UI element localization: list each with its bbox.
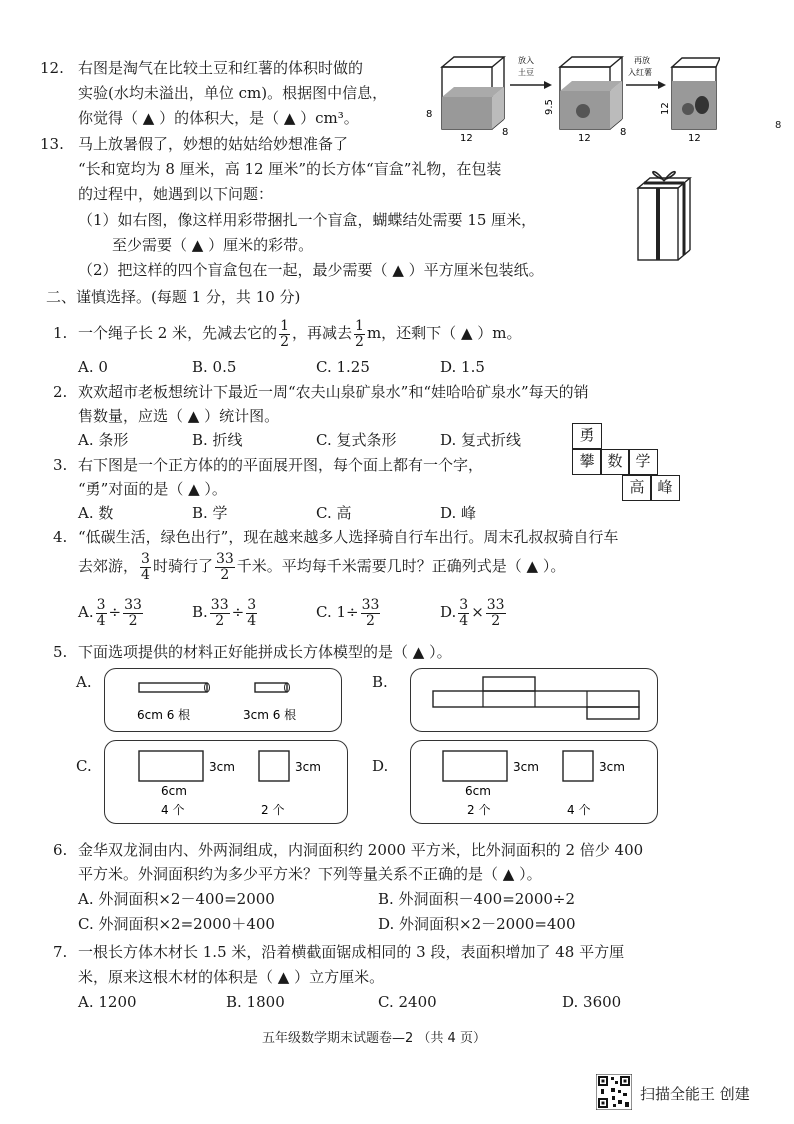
rect-count-label: 2 个 (467, 803, 491, 817)
c2-line1: 欢欢超市老板想统计下最近一周“农夫山泉矿泉水”和“娃哈哈矿泉水”每天的销 (78, 383, 589, 401)
c6-option-c[interactable]: C. 外洞面积×2=2000＋400 (78, 915, 275, 933)
scanner-watermark: 扫描全能王 创建 (640, 1085, 750, 1103)
box1-length-label: 12 (460, 133, 473, 144)
box1-width-label: 8 (502, 127, 509, 138)
c5-option-d-box[interactable] (410, 740, 658, 824)
q12-line1: 右图是淘气在比较土豆和红薯的体积时做的 (78, 59, 364, 77)
container-1 (426, 57, 508, 144)
c4-option-b[interactable]: B. $\frac{33}{2}$ ÷ $\frac{3}{4}$ (192, 596, 257, 629)
c5-option-a-box[interactable] (104, 668, 342, 732)
rect-count-label: 4 个 (161, 803, 185, 817)
c3-line1: 右下图是一个正方体的的平面展开图，每个面上都有一个字， (78, 456, 484, 474)
c5-option-c-box[interactable] (104, 740, 348, 824)
c4-option-d[interactable]: D. $\frac{3}{4}$ × $\frac{33}{2}$ (440, 596, 505, 629)
c2-line2: 售数量，应选（ ▲ ）统计图。 (78, 407, 280, 425)
net-face: 高 (622, 475, 652, 501)
square-count-label: 2 个 (261, 803, 285, 817)
c6-option-a[interactable]: A. 外洞面积×2－400=2000 (78, 890, 275, 908)
c5-option-a[interactable]: A. (76, 673, 92, 691)
sweet-potato-icon (695, 96, 709, 114)
page-footer: 五年级数学期末试题卷—2 （共 4 页） (262, 1031, 486, 1046)
square-side-label: 3cm (599, 760, 625, 774)
q13-line3: 的过程中，她遇到以下问题： (78, 185, 274, 203)
c2-number: 2. (53, 383, 68, 401)
box2-width-label: 8 (620, 127, 627, 138)
rect-height-label: 3cm (209, 760, 235, 774)
net-face: 学 (628, 449, 658, 475)
c4-line1: “低碳生活，绿色出行”，现在越来越多人选择骑自行车出行。周末孔叔叔骑自行车 (78, 528, 619, 546)
c4-option-c[interactable]: C. 1÷ $\frac{33}{2}$ (316, 596, 380, 629)
c1-option-d[interactable]: D. 1.5 (440, 358, 485, 376)
rect-width-label: 6cm (465, 784, 491, 798)
net-face: 攀 (572, 449, 602, 475)
box3-length-label: 12 (688, 133, 701, 144)
arrow2-label-bottom: 入红薯 (628, 68, 652, 77)
rods-figure (105, 669, 341, 731)
box3-width-label: 8 (775, 120, 782, 131)
c1-option-b[interactable]: B. 0.5 (192, 358, 237, 376)
c7-number: 7. (53, 943, 68, 961)
arrow2-label-top: 再放 (634, 56, 650, 65)
c7-line2: 米，原来这根木材的体积是（ ▲ ）立方厘米。 (78, 968, 385, 986)
c1-fraction-1: $\frac{1}{2}$ (280, 317, 290, 350)
c1-option-c[interactable]: C. 1.25 (316, 358, 370, 376)
q13-line1: 马上放暑假了，妙想的姑姑给妙想准备了 (78, 135, 349, 153)
c7-option-a[interactable]: A. 1200 (78, 993, 137, 1011)
c6-number: 6. (53, 841, 68, 859)
square-side-label: 3cm (295, 760, 321, 774)
c3-option-b[interactable]: B. 学 (192, 504, 228, 522)
c6-line1: 金华双龙洞由内、外两洞组成，内洞面积约 2000 平方米，比外洞面积的 2 倍少 400 (78, 841, 644, 859)
q12-line2: 实验(水均未溢出，单位 cm)。根据图中信息， (78, 84, 388, 102)
potato-icon (576, 104, 590, 118)
q12-number: 12. (40, 59, 64, 77)
rectangles-figure-c (105, 741, 347, 823)
c1-fraction-2: $\frac{1}{2}$ (355, 317, 364, 350)
c4-fraction-time: $\frac{3}{4}$ (141, 550, 150, 583)
q12-experiment-figure (420, 45, 720, 145)
box3-height-label: 12 (660, 102, 671, 115)
container-2 (544, 57, 626, 144)
gift-box-figure (628, 164, 698, 266)
c5-stem: 下面选项提供的材料正好能拼成长方体模型的是（ ▲ ）。 (78, 643, 452, 661)
c4-option-a[interactable]: A. $\frac{3}{4}$ ÷ $\frac{33}{2}$ (78, 596, 142, 629)
rod-short-icon (255, 683, 287, 692)
q13-line2: “长和宽均为 8 厘米，高 12 厘米”的长方体“盲盒”礼物，在包装 (78, 160, 502, 178)
arrow1-label-top: 放入 (518, 56, 534, 65)
square-count-label: 4 个 (567, 803, 591, 817)
net-face: 勇 (572, 423, 602, 449)
c3-option-d[interactable]: D. 峰 (440, 504, 477, 522)
c7-option-d[interactable]: D. 3600 (562, 993, 622, 1011)
unfolded-box-figure (411, 669, 657, 731)
rod-long-icon (139, 683, 207, 692)
cube-net (568, 423, 678, 503)
c5-option-b[interactable]: B. (372, 673, 388, 691)
q13-line4: （1）如右图，像这样用彩带捆扎一个盲盒，蝴蝶结处需要 15 厘米， (78, 211, 537, 229)
net-face: 峰 (650, 475, 680, 501)
c5-number: 5. (53, 643, 68, 661)
container-3 (660, 58, 720, 144)
net-face: 数 (600, 449, 630, 475)
q13-line6: （2）把这样的四个盲盒包在一起，最少需要（ ▲ ）平方厘米包装纸。 (78, 261, 544, 279)
rod-long-label: 6cm 6 根 (137, 708, 191, 722)
potato-icon (682, 103, 694, 115)
c3-option-a[interactable]: A. 数 (78, 504, 114, 522)
c2-option-a[interactable]: A. 条形 (78, 431, 129, 449)
q13-number: 13. (40, 135, 64, 153)
c2-option-c[interactable]: C. 复式条形 (316, 431, 397, 449)
c3-option-c[interactable]: C. 高 (316, 504, 352, 522)
c6-option-d[interactable]: D. 外洞面积×2－2000=400 (378, 915, 576, 933)
rectangles-figure-d (411, 741, 657, 823)
section-heading: 二、谨慎选择。(每题 1 分，共 10 分) (46, 288, 301, 306)
c6-option-b[interactable]: B. 外洞面积－400=2000÷2 (378, 890, 576, 908)
c4-number: 4. (53, 528, 68, 546)
c2-option-b[interactable]: B. 折线 (192, 431, 243, 449)
c7-option-c[interactable]: C. 2400 (378, 993, 437, 1011)
box2-length-label: 12 (578, 133, 591, 144)
c3-number: 3. (53, 456, 68, 474)
rod-short-label: 3cm 6 根 (243, 708, 297, 722)
q12-line3: 你觉得（ ▲ ）的体积大，是（ ▲ ）cm³。 (78, 109, 359, 127)
c1-option-a[interactable]: A. 0 (78, 358, 108, 376)
box1-height-label: 8 (426, 109, 433, 120)
qr-code-icon (596, 1074, 632, 1110)
bow-icon (653, 172, 675, 181)
c5-option-c[interactable]: C. (76, 757, 92, 775)
arrow1-label-bottom: 土豆 (518, 68, 534, 77)
c3-line2: “勇”对面的是（ ▲ ）。 (78, 480, 227, 498)
c1-stem: 一个绳子长 2 米，先减去它的 $\frac{1}{2}$ ，再减去 $\frac{1}{2}$ m，还剩下（ ▲ ）m。 (78, 317, 522, 350)
c4-line2: 去郊游， $\frac{3}{4}$ 时骑行了 $\frac{33}{2}$ 千米。平均每千米需要几时？正确列式是（ ▲ ）。 (78, 550, 566, 583)
c1-number: 1. (53, 324, 68, 342)
c4-fraction-distance: $\frac{33}{2}$ (215, 550, 234, 583)
rect-width-label: 6cm (161, 784, 187, 798)
c7-line1: 一根长方体木材长 1.5 米，沿着横截面锯成相同的 3 段，表面积增加了 48 平方厘 (78, 943, 625, 961)
c2-option-d[interactable]: D. 复式折线 (440, 431, 522, 449)
c7-option-b[interactable]: B. 1800 (226, 993, 285, 1011)
c1-stem-text: 一个绳子长 2 米，先减去它的 (78, 324, 278, 342)
c5-option-d[interactable]: D. (372, 757, 389, 775)
c6-line2: 平方米。外洞面积约为多少平方米？下列等量关系不正确的是（ ▲ ）。 (78, 865, 542, 883)
rect-height-label: 3cm (513, 760, 539, 774)
box2-height-label: 9.5 (544, 99, 555, 115)
q13-line5: 至少需要（ ▲ ）厘米的彩带。 (112, 236, 314, 254)
c5-option-b-box[interactable] (410, 668, 658, 732)
